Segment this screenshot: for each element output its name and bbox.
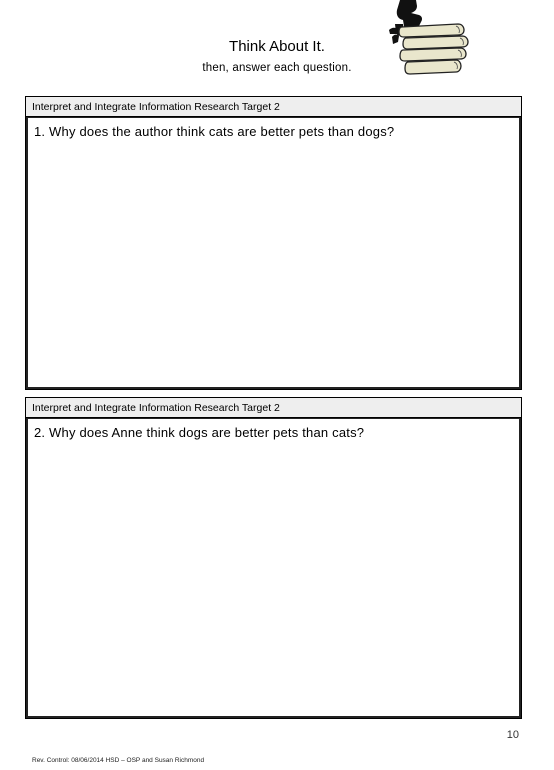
question-1-target-label: Interpret and Integrate Information Research Target 2 xyxy=(26,97,521,117)
revision-footer: Rev. Control: 08/06/2014 HSD – OSP and Susan Richmond xyxy=(32,757,205,764)
question-box-2 xyxy=(25,397,522,719)
page-title: Think About It. xyxy=(229,38,325,55)
reader-on-books-icon xyxy=(386,0,470,76)
question-2-target-label: Interpret and Integrate Information Research Target 2 xyxy=(26,398,521,418)
answer-area-1[interactable] xyxy=(26,117,521,389)
page-subtitle: then, answer each question. xyxy=(202,62,352,74)
question-2-text: 2. Why does Anne think dogs are better pets than cats? xyxy=(34,425,365,440)
question-1-text: 1. Why does the author think cats are better pets than dogs? xyxy=(34,124,395,139)
answer-area-2[interactable] xyxy=(26,418,521,718)
page-number: 10 xyxy=(506,729,519,741)
question-box-1 xyxy=(25,96,522,390)
